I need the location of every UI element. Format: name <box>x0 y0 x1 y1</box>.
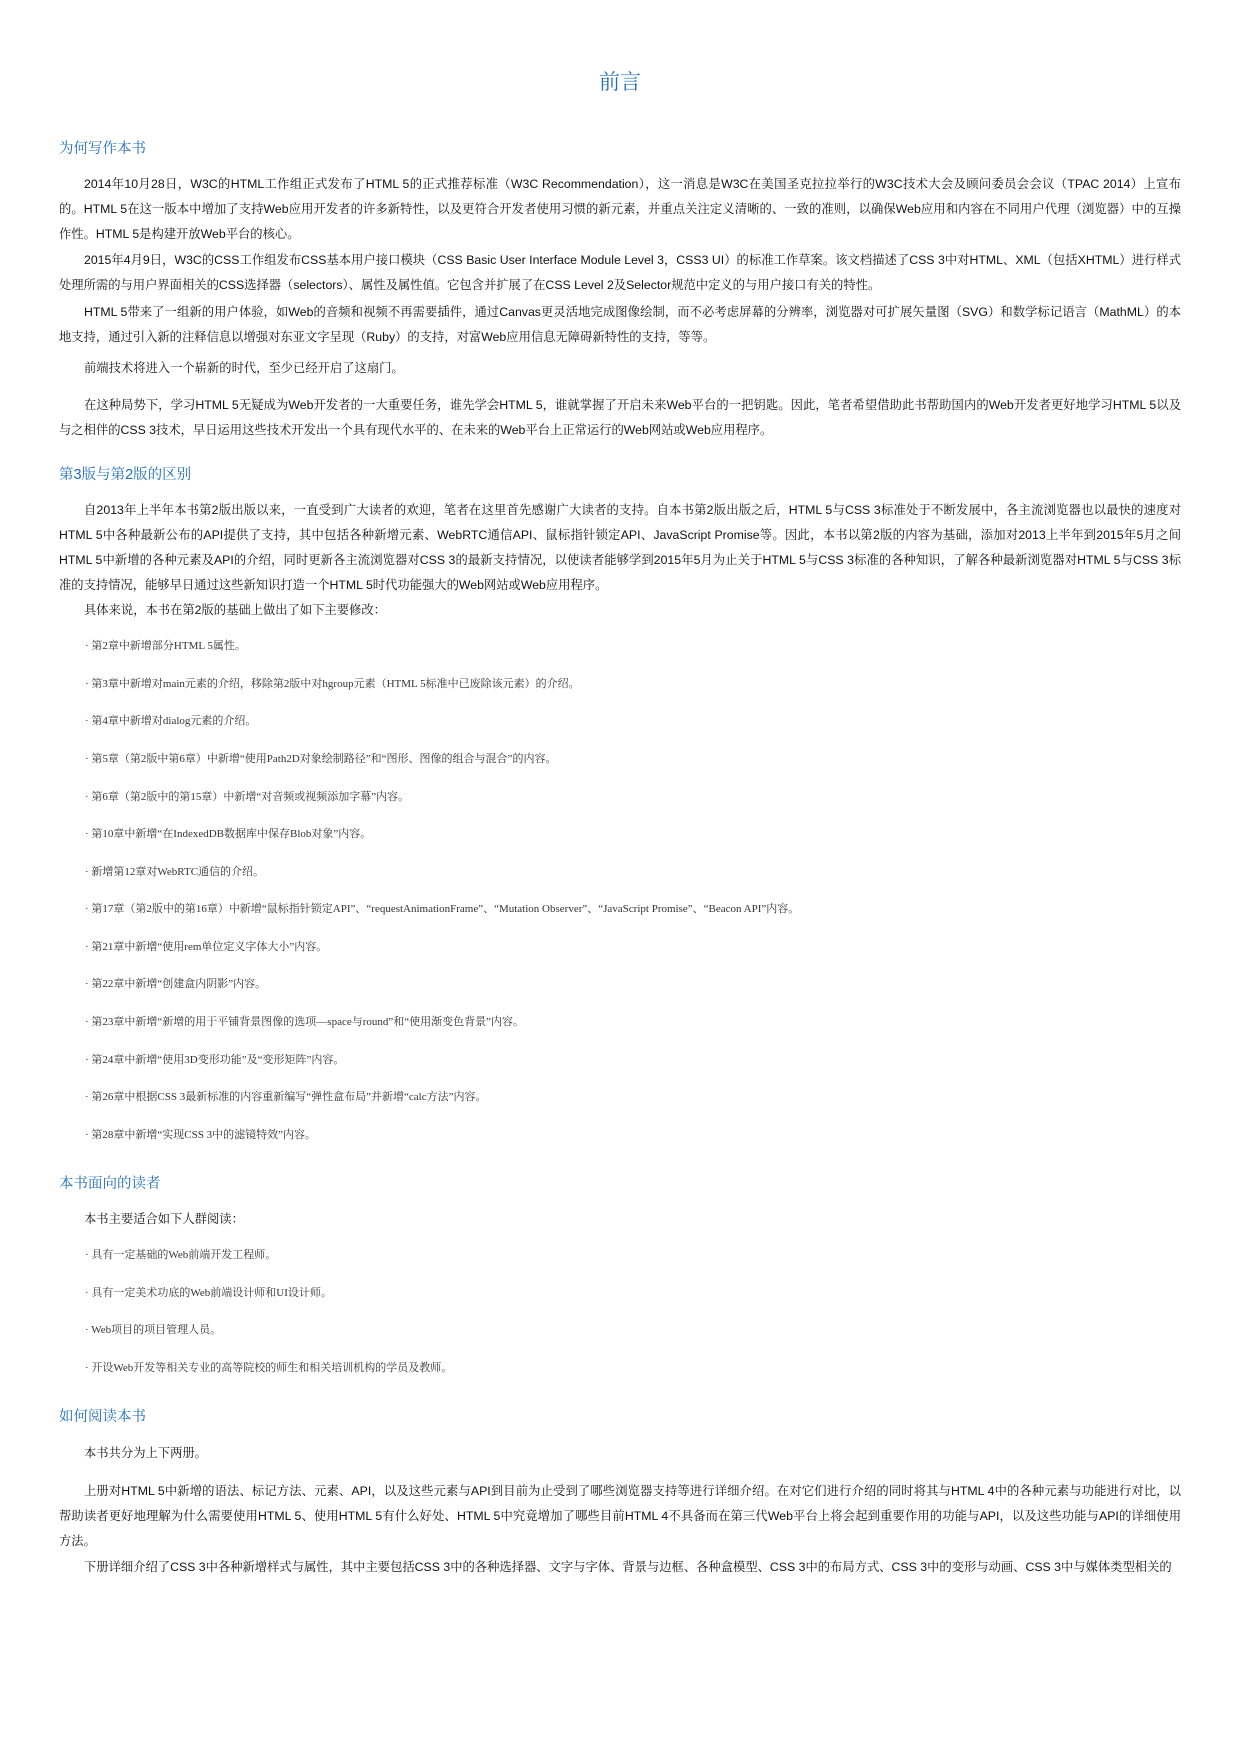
paragraph: HTML 5带来了一组新的用户体验，如Web的音频和视频不再需要插件，通过Canvas更灵活地完成图像绘制，而不必考虑屏幕的分辨率，浏览器对可扩展矢量图（SVG）和数学标记语言（MathML）的本地支持，通过引入新的注释信息以增强对东亚文字呈现（Ruby）的支持，对富Web应用信息无障碍新特性的支持，等等。 <box>59 305 1181 344</box>
paragraph: 2015年4月9日，W3C的CSS工作组发布CSS基本用户接口模块（CSS Basic User Interface Module Level 3，CSS3 UI）的标准工作草案。该文档描述了CSS 3中对HTML、XML（包括XHTML）进行样式处理所需的与用户界面相关的CSS选择器（selectors）、属性及属性值。它包含并扩展了在CSS Level 2及Selector规范中定义的与用户接口有关的特性。 <box>59 253 1181 292</box>
paragraph: 自2013年上半年本书第2版出版以来，一直受到广大读者的欢迎，笔者在这里首先感谢广大读者的支持。自本书第2版出版之后，HTML 5与CSS 3标准处于不断发展中，各主流浏览器也以最快的速度对HTML 5中各种最新公布的API提供了支持，其中包括各种新增元素、WebRTC通信API、鼠标指针锁定API、JavaScript Promise等。因此，本书以第2版的内容为基础，添加对2013上半年到2015年5月之间HTML 5中新增的各种元素及API的介绍，同时更新各主流浏览器对CSS 3的最新支持情况，以使读者能够学到2015年5月为止关于HTML 5与CSS 3标准的各种知识，了解各种最新浏览器对HTML 5与CSS 3标准的支持情况，能够早日通过这些新知识打造一个HTML 5时代功能强大的Web网站或Web应用程序。 <box>59 503 1181 592</box>
list-item: · 第17章（第2版中的第16章）中新增“鼠标指针锁定API”、“requestAnimationFrame”、“Mutation Observer”、“JavaScript Promise”、“Beacon API”内容。 <box>85 903 800 915</box>
paragraph: 2014年10月28日，W3C的HTML工作组正式发布了HTML 5的正式推荐标准（W3C Recommendation），这一消息是W3C在美国圣克拉拉举行的W3C技术大会及顾问委员会会议（TPAC 2014）上宣布的。HTML 5在这一版本中增加了支持Web应用开发者的许多新特性，以及更符合开发者使用习惯的新元素，并重点关注定义清晰的、一致的准则，以确保Web应用和内容在不同用户代理（浏览器）中的互操作性。HTML 5是构建开放Web平台的核心。 <box>59 177 1181 241</box>
list-item: · Web项目的项目管理人员。 <box>85 1324 222 1336</box>
paragraph: 在这种局势下，学习HTML 5无疑成为Web开发者的一大重要任务，谁先学会HTML 5，谁就掌握了开启未来Web平台的一把钥匙。因此，笔者希望借助此书帮助国内的Web开发者更好地学习HTML 5以及与之相伴的CSS 3技术，早日运用这些技术开发出一个具有现代水平的、在未来的Web平台上正常运行的Web网站或Web应用程序。 <box>59 398 1181 437</box>
list-item: · 第2章中新增部分HTML 5属性。 <box>85 640 246 652</box>
page-title: 前言 <box>599 71 641 94</box>
paragraph: 前端技术将进入一个崭新的时代，至少已经开启了这扇门。 <box>84 361 404 375</box>
paragraph: 本书共分为上下两册。 <box>84 1446 207 1460</box>
list-item: · 第23章中新增“新增的用于平铺背景图像的选项—space与round”和“使用渐变色背景”内容。 <box>85 1016 525 1028</box>
list-item: · 第10章中新增“在IndexedDB数据库中保存Blob对象”内容。 <box>85 828 372 840</box>
section-heading-why: 为何写作本书 <box>59 141 146 157</box>
list-item: · 第4章中新增对dialog元素的介绍。 <box>85 715 257 727</box>
list-item: · 新增第12章对WebRTC通信的介绍。 <box>85 866 265 878</box>
list-item: · 第5章（第2版中第6章）中新增“使用Path2D对象绘制路径”和“图形、图像的组合与混合”的内容。 <box>85 753 557 765</box>
list-item: · 第28章中新增“实现CSS 3中的滤镜特效”内容。 <box>85 1129 316 1141</box>
list-item: · 第22章中新增“创建盒内阴影”内容。 <box>85 978 267 990</box>
list-item: · 第26章中根据CSS 3最新标准的内容重新编写“弹性盒布局”并新增“calc方法”内容。 <box>85 1091 487 1103</box>
paragraph: 上册对HTML 5中新增的语法、标记方法、元素、API，以及这些元素与API到目前为止受到了哪些浏览器支持等进行详细介绍。在对它们进行介绍的同时将其与HTML 4中的各种元素与功能进行对比，以帮助读者更好地理解为什么需要使用HTML 5、使用HTML 5有什么好处、HTML 5中究竟增加了哪些目前HTML 4不具备而在第三代Web平台上将会起到重要作用的功能与API，以及这些功能与API的详细使用方法。 <box>59 1484 1181 1548</box>
paragraph: 下册详细介绍了CSS 3中各种新增样式与属性，其中主要包括CSS 3中的各种选择器、文字与字体、背景与边框、各种盒模型、CSS 3中的布局方式、CSS 3中的变形与动画、CSS 3中与媒体类型相关的 <box>84 1560 1172 1574</box>
section-heading-diff: 第3版与第2版的区别 <box>59 467 192 483</box>
list-item: · 第3章中新增对main元素的介绍，移除第2版中对hgroup元素（HTML 5标准中已废除该元素）的介绍。 <box>85 678 580 690</box>
list-item: · 第24章中新增“使用3D变形功能”及“变形矩阵”内容。 <box>85 1054 345 1066</box>
list-item: · 开设Web开发等相关专业的高等院校的师生和相关培训机构的学员及教师。 <box>85 1362 453 1374</box>
list-item: · 第6章（第2版中的第15章）中新增“对音频或视频添加字幕”内容。 <box>85 791 410 803</box>
section-heading-readers: 本书面向的读者 <box>59 1176 161 1192</box>
paragraph: 具体来说，本书在第2版的基础上做出了如下主要修改： <box>84 603 386 617</box>
list-item: · 具有一定美术功底的Web前端设计师和UI设计师。 <box>85 1287 332 1299</box>
paragraph: 本书主要适合如下人群阅读： <box>84 1212 244 1226</box>
section-heading-howto: 如何阅读本书 <box>59 1409 146 1425</box>
list-item: · 具有一定基础的Web前端开发工程师。 <box>85 1249 277 1261</box>
list-item: · 第21章中新增“使用rem单位定义字体大小”内容。 <box>85 941 328 953</box>
